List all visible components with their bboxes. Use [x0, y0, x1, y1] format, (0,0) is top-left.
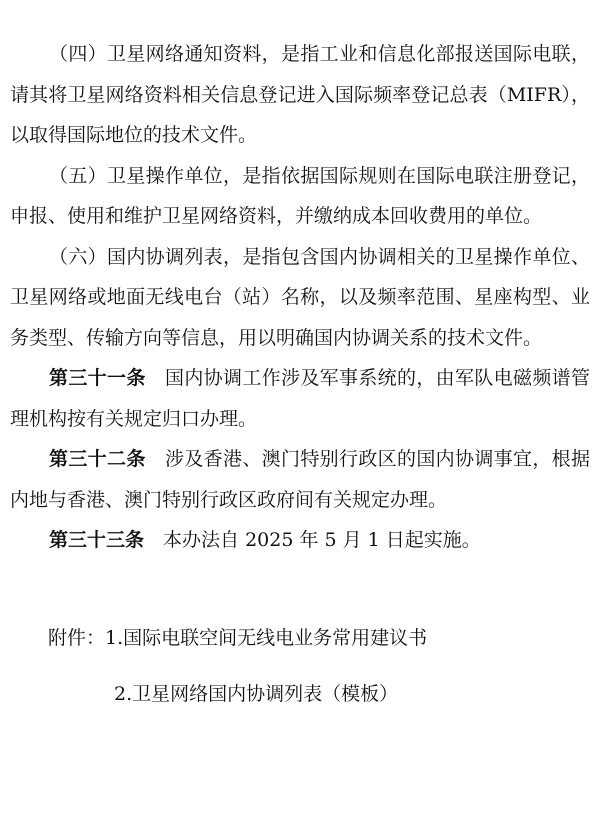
section-spacer	[10, 561, 590, 618]
attachment-item-2: 2.卫星网络国内协调列表（模板）	[114, 683, 399, 705]
clause-6-paragraph: （六）国内协调列表，是指包含国内协调相关的卫星操作单位、卫星网络或地面无线电台（站）名称，以及频率范围、星座构型、业务类型、传输方向等信息，用以明确国内协调关系的技术文件。	[10, 245, 590, 349]
article-33-title: 第三十三条	[49, 529, 145, 551]
attachment-line-1	[10, 618, 590, 659]
article-32-text: 涉及香港、澳门特别行政区的国内协调事宜，根据内地与香港、澳门特别行政区政府间有关规定办理。	[10, 448, 590, 511]
attachment-line-2	[10, 674, 590, 715]
article-31-title: 第三十一条	[49, 367, 146, 389]
article-33	[10, 520, 590, 561]
attachment-item-1: 1.国际电联空间无线电业务常用建议书	[105, 626, 428, 649]
attachment-label: 附件：	[48, 626, 106, 649]
article-32	[10, 439, 590, 520]
document-page	[10, 34, 590, 715]
article-32-title: 第三十二条	[49, 448, 146, 470]
article-31	[10, 358, 590, 439]
article-31-text: 国内协调工作涉及军事系统的，由军队电磁频谱管理机构按有关规定归口办理。	[10, 367, 590, 430]
clause-4-paragraph: （四）卫星网络通知资料，是指工业和信息化部报送国际电联，请其将卫星网络资料相关信息登记进入国际频率登记总表（MIFR），以取得国际地位的技术文件。	[10, 43, 590, 146]
article-33-text: 本办法自 2025 年 5 月 1 日起实施。	[163, 529, 481, 551]
clause-5-paragraph: （五）卫星操作单位，是指依据国际规则在国际电联注册登记，申报、使用和维护卫星网络资料，并缴纳成本回收费用的单位。	[10, 164, 590, 227]
